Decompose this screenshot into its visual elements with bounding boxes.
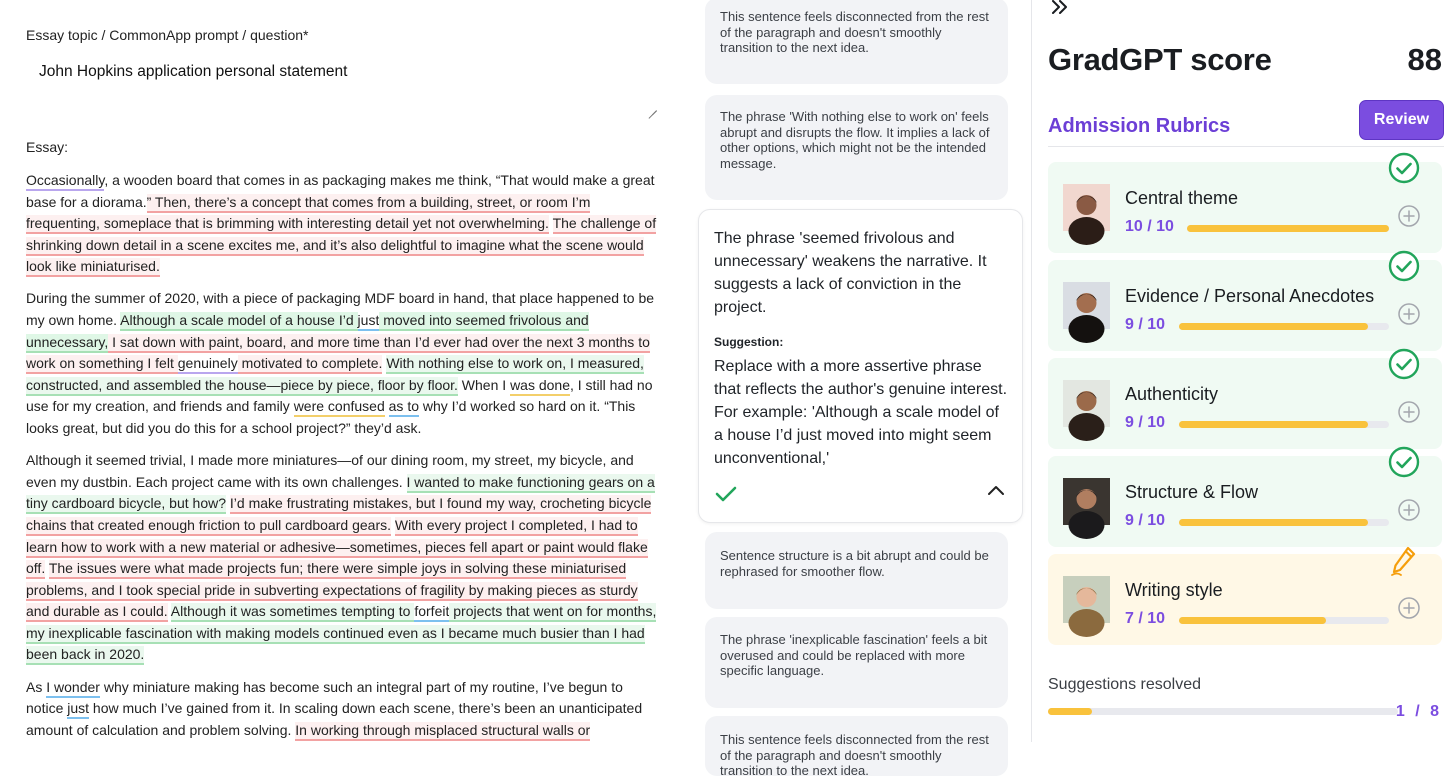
check-circle-icon bbox=[1388, 348, 1420, 380]
rubric-score: 9 / 10 bbox=[1125, 512, 1166, 529]
avatar bbox=[1063, 478, 1110, 525]
highlighted-phrase[interactable]: I sat down with paint, board, and more time than I’d ever had over the next 3 months to work on something I felt bbox=[26, 334, 650, 375]
suggestion-card-text: This sentence feels disconnected from the rest of the paragraph and doesn't smoothly transition to the next idea. bbox=[720, 9, 989, 55]
highlighted-phrase[interactable]: In working through misplaced structural walls or bbox=[295, 722, 590, 741]
suggestion-card[interactable] bbox=[705, 95, 1008, 200]
rubric-name: Authenticity bbox=[1125, 384, 1219, 404]
rubric-score: 9 / 10 bbox=[1125, 316, 1166, 333]
rubric-score-bar-fill bbox=[1179, 421, 1368, 428]
rubric-score-bar bbox=[1187, 225, 1389, 232]
check-circle-icon bbox=[1388, 152, 1420, 184]
essay-paragraph bbox=[26, 677, 660, 742]
rubric-score-bar-fill bbox=[1179, 323, 1368, 330]
rubric-score-bar bbox=[1179, 421, 1389, 428]
suggestion-card-text: The phrase 'inexplicable fascination' feels a bit overused and could be replaced with more specific language. bbox=[720, 632, 988, 678]
essay-text: how much I’ve gained from it. In scaling down each scene, there’s been an unanticipated amount of calculation and problem solving. bbox=[26, 700, 643, 738]
essay-paragraph bbox=[26, 288, 660, 439]
rubric-card[interactable] bbox=[1048, 260, 1442, 351]
highlighted-phrase[interactable]: Although a scale model of a house I’d bbox=[120, 312, 357, 331]
highlighted-phrase[interactable]: I wonder bbox=[46, 679, 100, 698]
suggestion-issue: The phrase 'seemed frivolous and unnecessary' weakens the narrative. It suggests a lack of conviction in the project. bbox=[714, 230, 987, 316]
suggestion-card[interactable] bbox=[705, 0, 1008, 84]
rubric-score-bar-fill bbox=[1179, 519, 1368, 526]
highlighted-phrase[interactable]: The issues were what made projects fun; there were simple joys in solving these miniaturised problems, and I took special pride in subverting expectations of fragility by making pieces as sturdy and durable as I could. bbox=[26, 560, 638, 622]
suggestions-resolved-fill bbox=[1048, 708, 1092, 715]
essay-text: As bbox=[26, 678, 47, 695]
highlighted-phrase[interactable]: With nothing else to work on, I measured, constructed, and assembled the house—piece by piece, floor by floor. bbox=[26, 355, 644, 396]
highlighted-phrase[interactable]: forfeit bbox=[414, 603, 449, 622]
essay-text: Although it seemed trivial, I made more miniatures—of our dining room, my street, my bicycle, and even my dustbin. Each project came with its own challenges. bbox=[26, 452, 634, 490]
suggestion-card-expanded[interactable] bbox=[698, 209, 1023, 523]
essay-textarea[interactable] bbox=[26, 170, 660, 752]
essay-paragraph bbox=[26, 450, 660, 666]
highlighted-phrase[interactable]: just bbox=[358, 312, 380, 331]
rubric-card[interactable] bbox=[1048, 456, 1442, 547]
highlighted-phrase[interactable]: were confused bbox=[294, 398, 385, 417]
rubric-score-bar-fill bbox=[1179, 617, 1326, 624]
chevron-up-icon[interactable] bbox=[987, 483, 1005, 497]
highlighted-phrase[interactable]: moved into seemed frivolous and unnecessary, bbox=[26, 312, 589, 353]
rubrics-title: Admission Rubrics bbox=[1048, 115, 1231, 137]
avatar bbox=[1063, 282, 1110, 329]
highlighted-phrase[interactable]: I wanted to make functioning gears on a tiny cardboard bicycle, but how? bbox=[26, 474, 655, 515]
avatar bbox=[1063, 184, 1110, 231]
suggestion-card[interactable] bbox=[705, 716, 1008, 776]
score-value: 88 bbox=[1407, 42, 1442, 77]
highlighted-phrase[interactable]: Occasionally bbox=[26, 172, 104, 191]
suggestion-card-text: The phrase 'With nothing else to work on' feels abrupt and disrupts the flow. It implies a lack of other options, which might not be the intended message. bbox=[720, 109, 990, 171]
plus-circle-icon[interactable] bbox=[1397, 498, 1421, 522]
rubric-card[interactable] bbox=[1048, 358, 1442, 449]
topic-label: Essay topic / CommonApp prompt / question* bbox=[26, 27, 309, 43]
rubric-name: Evidence / Personal Anecdotes bbox=[1125, 286, 1375, 306]
essay-text: When I bbox=[457, 376, 511, 393]
highlighted-phrase[interactable]: was done bbox=[510, 377, 570, 396]
suggestion-card-text: This sentence feels disconnected from the rest of the paragraph and doesn't smoothly transition to the next idea. bbox=[720, 732, 989, 778]
plus-circle-icon[interactable] bbox=[1397, 400, 1421, 424]
double-chevron-right-icon[interactable] bbox=[1050, 0, 1070, 16]
suggestion-card-text: Sentence structure is a bit abrupt and could be rephrased for smoother flow. bbox=[720, 548, 989, 579]
essay-text: why I’d worked so hard on it. “This looks great, but did you do this for a school project?” they’d ask. bbox=[26, 398, 636, 437]
highlighted-phrase[interactable]: Although it was sometimes tempting to bbox=[171, 603, 415, 622]
review-button[interactable]: Review bbox=[1359, 100, 1444, 140]
rubric-score: 10 / 10 bbox=[1125, 218, 1174, 235]
highlighted-phrase[interactable]: just bbox=[67, 700, 89, 719]
rubric-name: Structure & Flow bbox=[1125, 482, 1259, 502]
accept-checkmark-icon[interactable] bbox=[715, 485, 737, 503]
suggestions-resolved-count: 1 / 8 bbox=[1395, 703, 1442, 720]
check-circle-icon bbox=[1388, 446, 1420, 478]
plus-circle-icon[interactable] bbox=[1397, 204, 1421, 228]
plus-circle-icon[interactable] bbox=[1397, 302, 1421, 326]
suggestion-label: Suggestion: bbox=[714, 335, 784, 349]
rubric-score: 9 / 10 bbox=[1125, 414, 1166, 431]
suggestion-card[interactable] bbox=[705, 617, 1008, 708]
check-circle-icon bbox=[1388, 250, 1420, 282]
highlighted-phrase[interactable]: projects that went on for months, my inexplicable fascination with making models continued even as I became much busier than I had been back in 2020. bbox=[26, 603, 656, 665]
avatar bbox=[1063, 576, 1110, 623]
rubric-score-bar bbox=[1179, 519, 1389, 526]
highlighted-phrase[interactable]: genuinely bbox=[178, 355, 238, 374]
highlighted-phrase[interactable]: The challenge of shrinking down detail in a scene excites me, and it’s also delightful to imagine what the scene would look like miniaturised. bbox=[26, 215, 656, 277]
rubric-score-bar bbox=[1179, 323, 1389, 330]
plus-circle-icon[interactable] bbox=[1397, 596, 1421, 620]
suggestions-resolved-bar bbox=[1048, 708, 1398, 715]
rubric-score-bar bbox=[1179, 617, 1389, 624]
rubric-card[interactable] bbox=[1048, 162, 1442, 253]
highlighted-phrase[interactable]: With every project I completed, I had to learn how to work with a new material or adhesive—sometimes, pieces fell apart or paint would flake off. bbox=[26, 517, 648, 579]
rubric-card[interactable] bbox=[1048, 554, 1442, 645]
topic-value[interactable]: John Hopkins application personal statement bbox=[39, 63, 348, 80]
divider bbox=[1048, 146, 1444, 147]
suggestion-list bbox=[690, 0, 1030, 778]
highlighted-phrase[interactable]: ” Then, there’s a concept that comes from a building, street, or room I’m frequenting, someplace that is brimming with interesting detail yet not overwhelming. bbox=[26, 194, 590, 235]
suggestions-resolved-label: Suggestions resolved bbox=[1048, 676, 1201, 693]
essay-text: why miniature making has become such an integral part of my routine, I’ve begun to notice bbox=[26, 678, 623, 717]
highlighted-phrase[interactable]: motivated to complete. bbox=[238, 355, 383, 374]
highlighted-phrase[interactable]: as to bbox=[389, 398, 419, 417]
rubric-name: Writing style bbox=[1125, 580, 1223, 600]
essay-editor bbox=[0, 0, 690, 742]
topic-input[interactable] bbox=[26, 52, 660, 114]
essay-text: , I still had no use for my creation, and friends and family bbox=[26, 376, 653, 415]
avatar bbox=[1063, 380, 1110, 427]
essay-text: During the summer of 2020, with a piece of packaging MDF board in hand, that place happened to be my own home. bbox=[26, 290, 655, 329]
highlighted-phrase[interactable]: I’d make frustrating mistakes, but I found my way, crocheting bicycle chains that created enough friction to pull cardboard gears. bbox=[26, 495, 651, 536]
score-title: GradGPT score bbox=[1048, 42, 1272, 77]
essay-text: , a wooden board that comes in as packaging makes me think, “That would make a great base for a diorama. bbox=[26, 172, 655, 210]
essay-label: Essay: bbox=[26, 139, 69, 155]
suggestion-card[interactable] bbox=[705, 532, 1008, 609]
essay-paragraph bbox=[26, 170, 660, 278]
resize-grip-icon[interactable] bbox=[648, 102, 657, 111]
rubric-name: Central theme bbox=[1125, 188, 1239, 208]
rubric-score: 7 / 10 bbox=[1125, 610, 1166, 627]
rubric-score-bar-fill bbox=[1187, 225, 1389, 232]
pencil-icon bbox=[1388, 544, 1420, 576]
suggestion-text: Replace with a more assertive phrase that reflects the author's genuine interest. For example: 'Although a scale model of a house I’d just moved into might seem unconventional,' bbox=[714, 358, 1008, 467]
